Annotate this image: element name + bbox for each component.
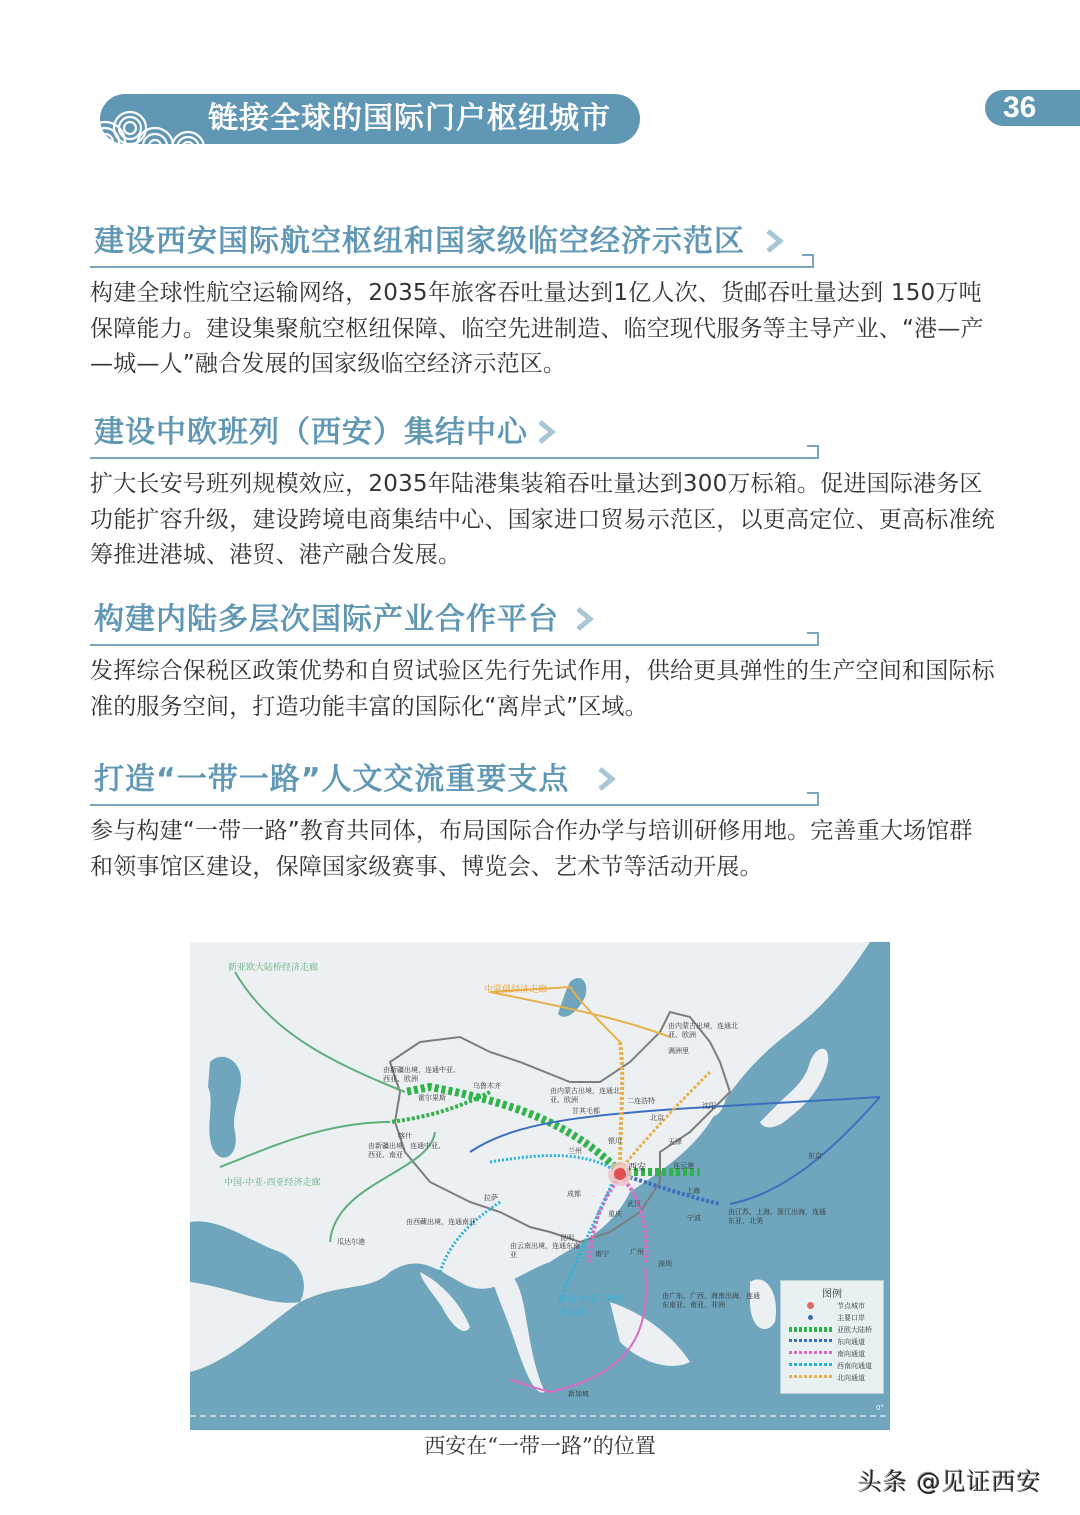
section-body: 扩大长安号班列规模效应，2035年陆港集装箱吞吐量达到300万标箱。促进国际港务区功能扩容升级，建设跨境电商集结中心、国家进口贸易示范区，以更高定位、更高标准统筹推进港城、港贸、港产融合发展。 <box>90 471 995 568</box>
city-label: 乌鲁木齐 <box>473 1082 501 1090</box>
legend-item: 南向通道 <box>781 1348 883 1360</box>
corridor-label: 新亚欧大陆桥经济走廊 <box>228 963 319 973</box>
city-label: 天津 <box>668 1138 682 1146</box>
city-label-xian: 西安 <box>628 1163 647 1173</box>
section-china-europe-railway <box>90 409 995 574</box>
eurasia-bridge-line-icon <box>789 1327 833 1332</box>
section-divider <box>90 266 812 268</box>
city-label: 沈阳 <box>702 1102 716 1110</box>
section-heading: 建设中欧班列（西安）集结中心 <box>94 415 528 450</box>
section-heading-block <box>90 218 995 270</box>
divider-hook <box>807 792 819 806</box>
section-body: 参与构建“一带一路”教育共同体，布局国际合作办学与培训研修用地。完善重大场馆群和领事馆区建设，保障国家级赛事、博览会、艺术节等活动开展。 <box>90 818 973 880</box>
route-note: 由江苏、上海、浙江出海，连通东亚、北美 <box>728 1208 826 1225</box>
chevron-right-icon <box>764 228 786 254</box>
legend-title: 图例 <box>822 1289 842 1300</box>
city-label: 宁波 <box>687 1214 701 1222</box>
legend-item: 西南向通道 <box>781 1360 883 1372</box>
chapter-banner <box>100 94 640 144</box>
section-heading: 构建内陆多层次国际产业合作平台 <box>94 602 559 637</box>
city-label: 甘其毛都 <box>572 1107 600 1115</box>
watermark: 头条 @见证西安 <box>858 1468 1042 1496</box>
section-heading: 打造“一带一路”人文交流重要支点 <box>94 762 570 797</box>
route-note: 由内蒙古出境，连通北亚、欧洲 <box>550 1087 620 1104</box>
city-label: 喀什 <box>398 1132 412 1140</box>
route-note: 由西藏出境，连通南亚 <box>406 1218 476 1226</box>
city-label: 霍尔果斯 <box>418 1094 446 1102</box>
wave-pattern-icon <box>100 94 210 144</box>
city-label: 深圳 <box>658 1260 672 1268</box>
chevron-right-icon <box>574 606 596 632</box>
city-label: 昆明 <box>560 1234 574 1242</box>
corridor-label: 中国-中南半岛经济走廊 <box>558 1295 625 1318</box>
page-number: 36 <box>1003 91 1037 124</box>
divider-hook <box>807 445 819 459</box>
city-label: 二连浩特 <box>627 1097 655 1105</box>
legend-item: 东向通道 <box>781 1336 883 1348</box>
section-heading: 建设西安国际航空枢纽和国家级临空经济示范区 <box>94 224 745 259</box>
node-city-icon <box>789 1303 833 1308</box>
city-label: 重庆 <box>608 1210 622 1218</box>
legend-item: 节点城市 <box>781 1300 883 1312</box>
route-note: 由新疆出境，连通中亚、西亚、南亚 <box>368 1142 445 1159</box>
section-body: 发挥综合保税区政策优势和自贸试验区先行先试作用，供给更具弹性的生产空间和国际标准的服务空间，打造功能丰富的国际化“离岸式”区域。 <box>90 658 995 720</box>
map-legend <box>780 1280 884 1394</box>
legend-item: 主要口岸 <box>781 1312 883 1324</box>
city-label: 广州 <box>630 1248 644 1256</box>
legend-item: 亚欧大陆桥 <box>781 1324 883 1336</box>
chevron-right-icon <box>536 419 558 445</box>
section-cultural-exchange <box>90 756 995 885</box>
city-label: 银川 <box>608 1137 622 1145</box>
section-divider <box>90 457 817 459</box>
city-label: 兰州 <box>568 1147 582 1155</box>
chapter-title: 链接全球的国际门户枢纽城市 <box>208 101 611 136</box>
section-heading-block <box>90 756 995 808</box>
city-label: 武汉 <box>627 1200 641 1208</box>
section-heading-block <box>90 596 995 648</box>
south-route-line-icon <box>789 1351 833 1354</box>
port-icon <box>789 1315 833 1320</box>
section-heading-block <box>90 409 995 461</box>
route-note: 由新疆出境，连通中亚、西亚、欧洲 <box>383 1066 460 1083</box>
southwest-route-line-icon <box>789 1363 833 1366</box>
city-label: 北京 <box>650 1114 664 1122</box>
section-industrial-platform <box>90 596 995 725</box>
city-label: 南宁 <box>595 1250 609 1258</box>
city-label: 瓜达尔港 <box>337 1238 365 1246</box>
route-note: 由广东、广西、海南出海，连通东南亚、南亚、非洲 <box>662 1292 760 1309</box>
section-body: 构建全球性航空运输网络，2035年旅客吞吐量达到1亿人次、货邮吞吐量达到 150万吨保障能力。建设集聚航空枢纽保障、临空先进制造、临空现代服务等主导产业、“港—产—城—人”融合发展的国家级临空经济示范区。 <box>90 280 984 377</box>
north-route-line-icon <box>789 1375 833 1378</box>
chevron-right-icon <box>596 766 618 792</box>
route-note: 由云南出境，连通东南亚 <box>510 1242 580 1259</box>
page-number-badge <box>985 90 1080 126</box>
city-label: 拉萨 <box>484 1194 498 1202</box>
city-label: 上海 <box>686 1187 700 1195</box>
section-divider <box>90 644 817 646</box>
city-label: 成都 <box>567 1190 581 1198</box>
city-label: 东京 <box>808 1152 822 1160</box>
corridor-label: 中国-中亚-西亚经济走廊 <box>224 1178 321 1188</box>
equator-label: 0° <box>876 1404 884 1412</box>
divider-hook <box>802 254 814 268</box>
divider-hook <box>807 632 819 646</box>
east-route-line-icon <box>789 1339 833 1342</box>
city-label: 满洲里 <box>668 1047 689 1055</box>
route-note: 由内蒙古出境，连通北亚、欧洲 <box>668 1022 738 1039</box>
section-airport-hub <box>90 218 995 383</box>
legend-item: 北向通道 <box>781 1372 883 1384</box>
corridor-label: 中蒙俄经济走廊 <box>484 985 548 995</box>
section-divider <box>90 804 817 806</box>
map-caption: 西安在“一带一路”的位置 <box>424 1434 656 1458</box>
city-label: 新加坡 <box>568 1390 589 1398</box>
city-label: 连云港 <box>673 1162 694 1170</box>
